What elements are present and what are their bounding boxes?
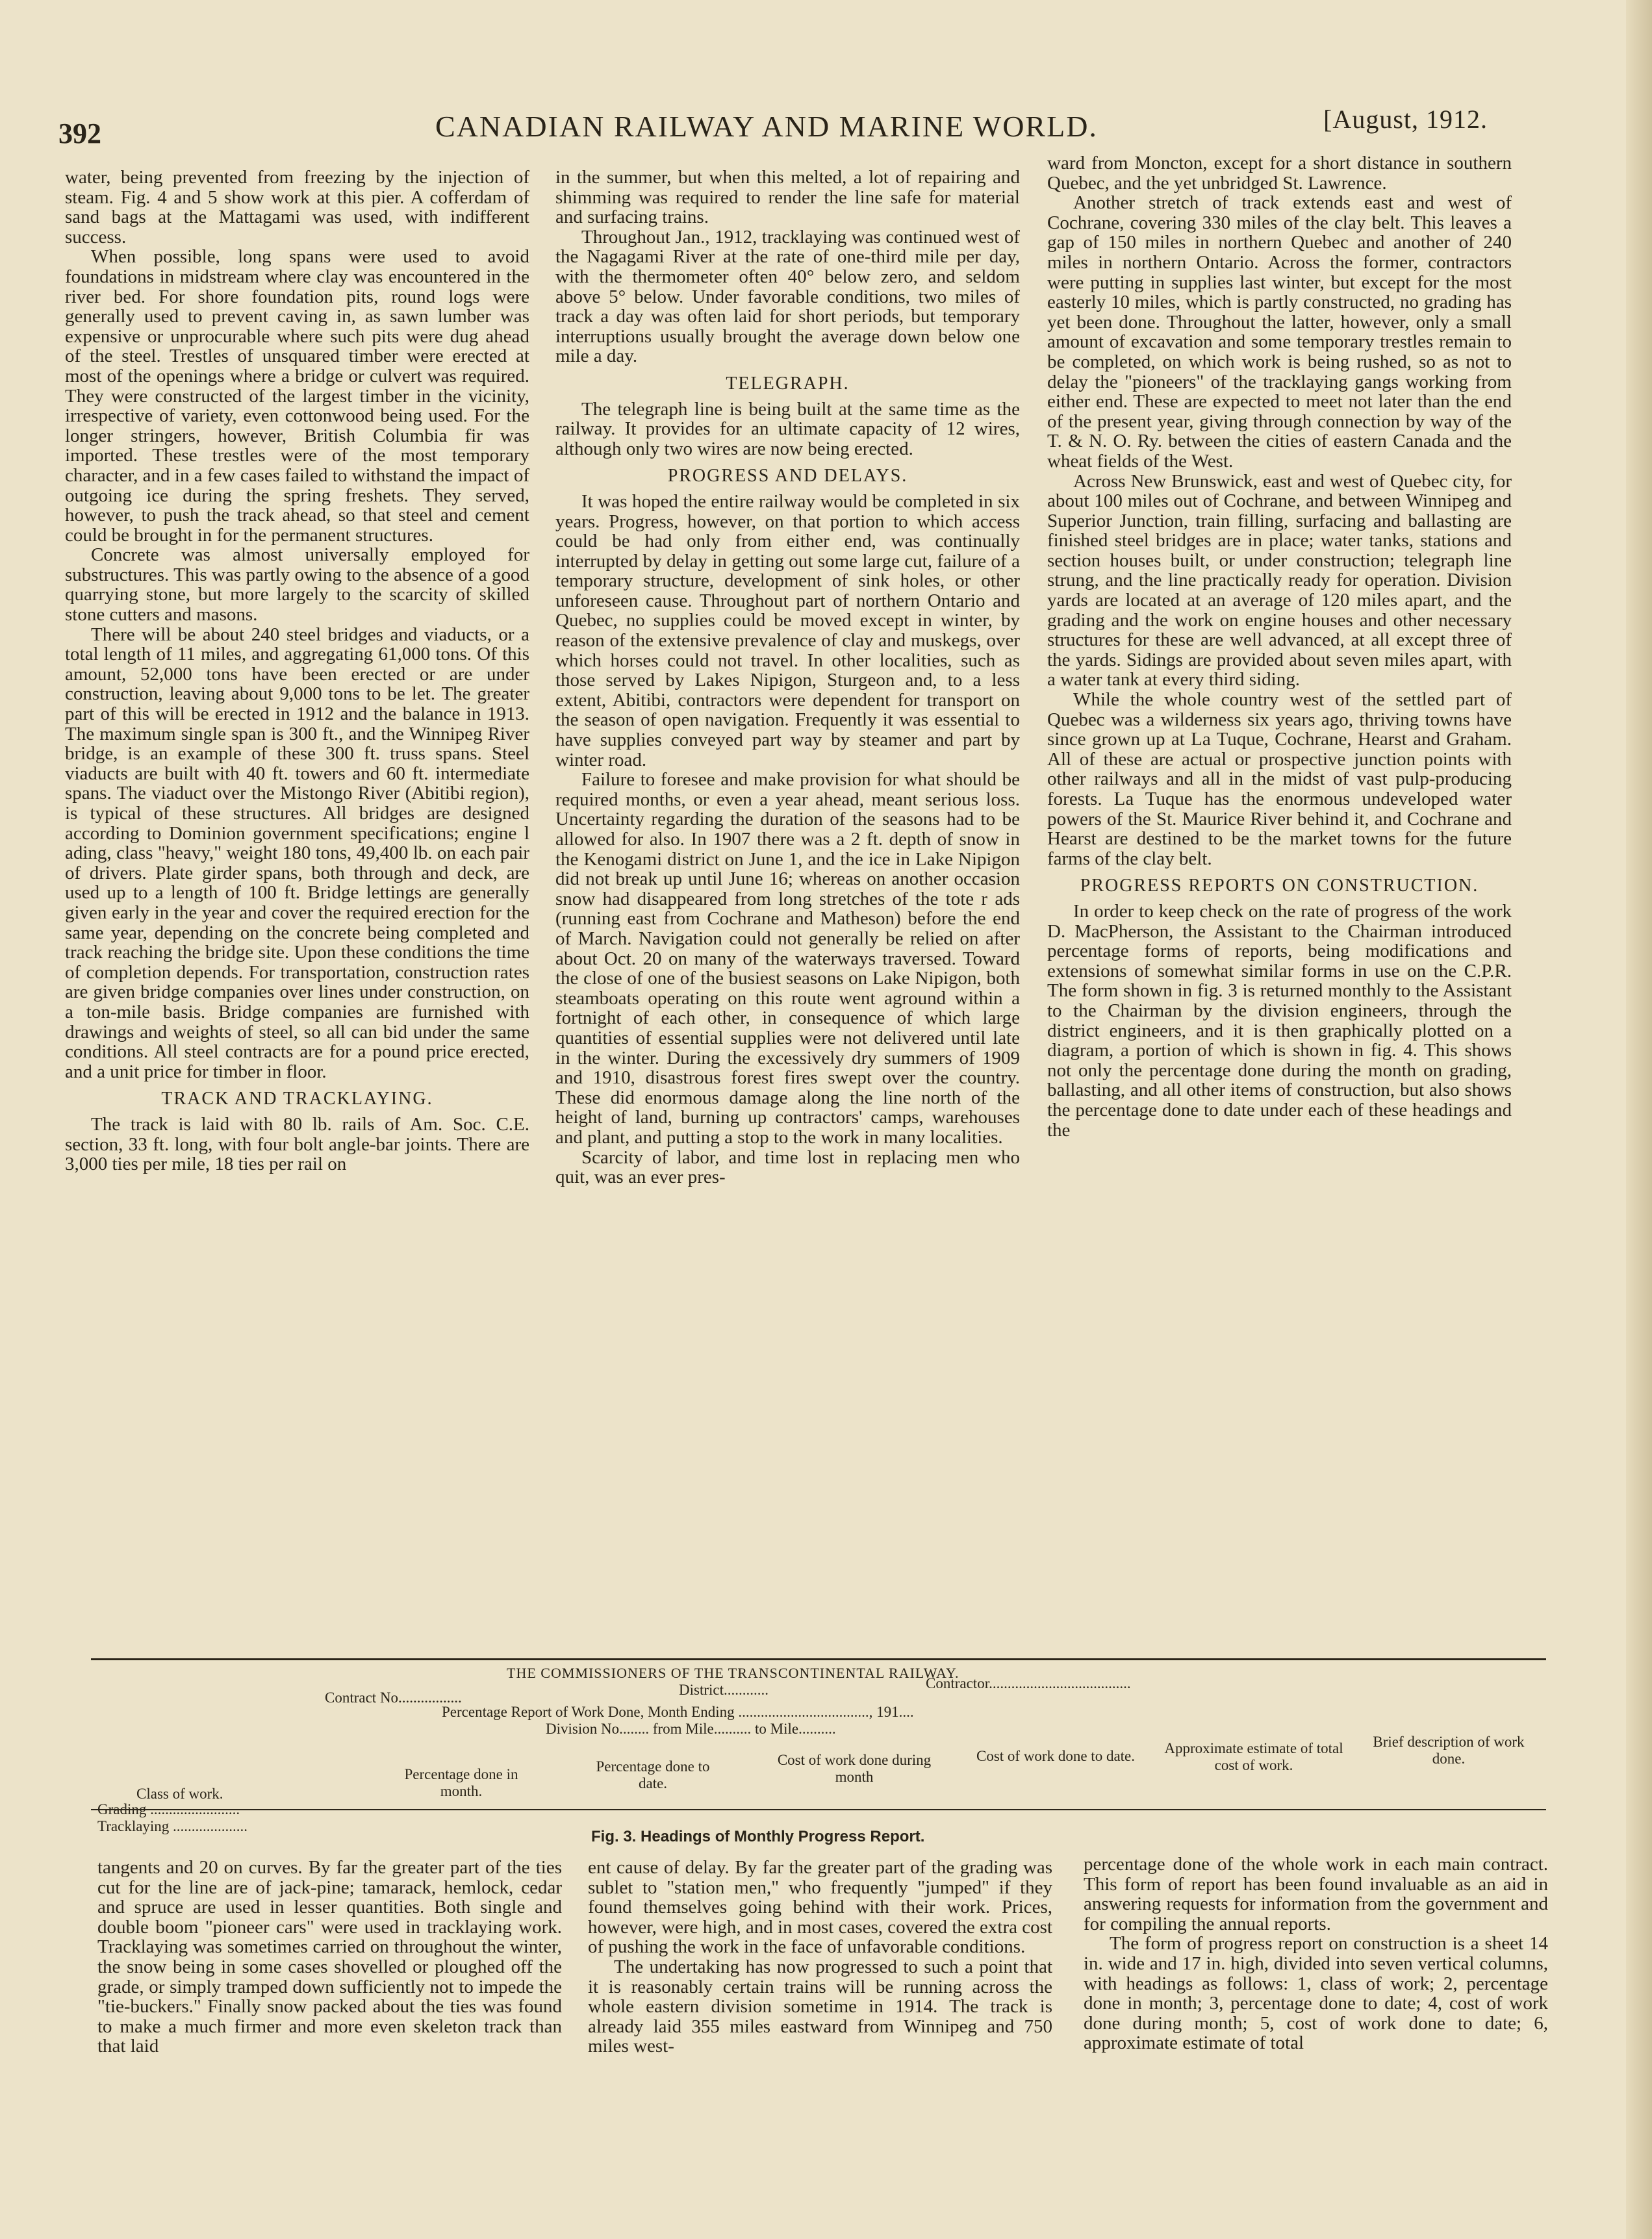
paragraph: There will be about 240 steel bridges and viaducts, or a total length of 11 miles, and aggregating 61,000 tons. Of this amount, 52,000 tons have been erected or are under construction, leaving about 9,000 tons to be let. The greater part of this will be erected in 1912 and the balance in 1913. The maximum single span is 300 ft., and the Winnipeg River bridge, is an example of these 300 ft. truss spans. Steel viaducts are built with 40 ft. towers and 60 ft. intermediate spans. The viaduct over the Mistongo River (Abitibi region), is typical of these structures. All bridges are designed according to Dominion government specifications; engine l ading, class "heavy," weight 180 tons, 49,400 lb. on each pair of drivers. Plate girder spans, both through and deck, are used up to a length of 100 ft. Bridge lettings are generally given early in the year and cover the required erection for the same year, depending on the concrete being completed and track reaching the bridge site. Upon these conditions the time of completion depends. For transportation, construction rates are given bridge companies over lines under construction, on a ton-mile basis. Bridge companies are furnished with drawings and weights of steel, so all can bid under the same conditions. All steel contracts are for a pound price erected, and a unit price for timber in floor. <box>65 624 529 1082</box>
figure-3-progress-report-form <box>91 1658 1546 1853</box>
paragraph: in the summer, but when this melted, a lot of repairing and shimming was required to render the line safe for material and surfacing trains. <box>555 168 1020 228</box>
paragraph: Throughout Jan., 1912, tracklaying was continued west of the Nagagami River at the rate of one-third mile per day, with the thermometer often 40° below zero, and seldom above 5° below. Under favorable conditions, two miles of track a day was often laid for short periods, but temporary interruptions usually brought the average down below one mile a day. <box>555 226 1020 367</box>
paragraph: percentage done of the whole work in each main contract. This form of report has been found invaluable as an aid in answering requests for information from the government and for compiling the annual reports. <box>1084 1854 1548 1934</box>
column-2 <box>555 168 1020 1649</box>
paragraph: Failure to foresee and make provision for what should be required months, or even a year ahead, meant serious loss. Uncertainty regarding the duration of the seasons had to be allowed for also. In 1907 there was a 2 ft. depth of snow in the Kenogami district on June 1, and the ice in Lake Nipigon did not break up until June 16; whereas on another occasion snow had disappeared from long stretches of the tote r ads (running east from Cochrane and Matheson) before the end of March. Navigation could not generally be relied on after about Oct. 20 on many of the waterways traversed. Toward the close of one of the busiest seasons on Lake Nipigon, both steamboats operating on this route went aground within a fortnight of each other, in consequence of which large quantities of essential supplies were not delivered until late in the winter. During the excessively dry summers of 1909 and 1910, disastrous forest fires swept over the country. These did enormous damage along the line north of the height of land, burning up contractors' camps, warehouses and plant, and putting a stop to the work in many localities. <box>555 769 1020 1148</box>
column-5 <box>588 1858 1052 2195</box>
form-heading-percentage-date: Percentage done to date. <box>596 1758 710 1791</box>
journal-title: CANADIAN RAILWAY AND MARINE WORLD. <box>435 110 1098 143</box>
column-3 <box>1047 153 1512 1654</box>
form-heading-class-of-work: Class of work. <box>136 1786 223 1802</box>
form-heading-cost-date: Cost of work done to date. <box>976 1748 1135 1764</box>
paragraph: ward from Moncton, except for a short distance in southern Quebec, and the yet unbridged St. Lawrence. <box>1047 153 1512 194</box>
form-report-line: Percentage Report of Work Done, Month Ending ..................................., 191.... <box>442 1704 914 1720</box>
section-heading: TRACK AND TRACKLAYING. <box>161 1089 433 1109</box>
issue-date: [August, 1912. <box>1323 105 1488 134</box>
page-number: 392 <box>58 118 101 149</box>
form-title: THE COMMISSIONERS OF THE TRANSCONTINENTAL RAILWAY. <box>507 1665 959 1681</box>
form-heading-percentage-month: Percentage done in month. <box>404 1766 518 1799</box>
paragraph: The undertaking has now progressed to such a point that it is reasonably certain trains will be running across the whole eastern division sometime in 1914. The track is already laid 355 miles eastward from Winnipeg and 750 miles west- <box>588 1956 1052 2057</box>
paragraph: water, being prevented from freezing by the injection of steam. Fig. 4 and 5 show work at this pier. A cofferdam of sand bags at the Mattagami was used, with indifferent success. <box>65 168 529 247</box>
section-heading: PROGRESS REPORTS ON CONSTRUCTION. <box>1080 876 1479 896</box>
column-4 <box>97 1858 562 2195</box>
paragraph: The form of progress report on construction is a sheet 14 in. wide and 17 in. high, divided into seven vertical columns, with headings as follows: 1, class of work; 2, percentage done in month; 3, percentage done to date; 4, cost of work done during month; 5, cost of work done to date; 6, approximate estimate of total <box>1084 1933 1548 2054</box>
paragraph: Concrete was almost universally employed for substructures. This was partly owing to the absence of a good quarrying stone, but more largely to the scarcity of skilled stone cutters and masons. <box>65 544 529 626</box>
column-6 <box>1084 1854 1548 2192</box>
form-row-grading: Grading ........................ <box>97 1801 240 1817</box>
paragraph: In order to keep check on the rate of progress of the work D. MacPherson, the Assistant to the Chairman introduced percentage forms of reports, being modifications and extensions of somewhat similar forms in use on the C.P.R. The form shown in fig. 3 is returned monthly to the Assistant to the Chairman by the division engineers, through the district engineers, and it is then graphically plotted on a diagram, a portion of which is shown in fig. 4. This shows not only the percentage done during the month on grading, ballasting, and all other items of construction, but also shows the percentage done to date under each of these headings and the <box>1047 900 1512 1141</box>
paragraph: Across New Brunswick, east and west of Quebec city, for about 100 miles out of Cochrane, and between Winnipeg and Superior Junction, train filling, surfacing and ballasting are finished steel bridges are in place; water tanks, stations and section houses built, or under construction; telegraph line strung, and the line practically ready for operation. Division yards are located at an average of 120 miles apart, and the grading and the work on engine houses and other necessary structures for these are well advanced, at all except three of the yards. Sidings are provided about seven miles apart, with a water tank at every third siding. <box>1047 470 1512 690</box>
figure-caption: Fig. 3. Headings of Monthly Progress Report. <box>591 1828 925 1845</box>
paragraph: When possible, long spans were used to avoid foundations in midstream where clay was encountered in the river bed. For shore foundation pits, round logs were generally used to prevent caving in, as sawn lumber was expensive or unprocurable where such pits were dug ahead of the steel. Trestles of unsquared timber were erected at most of the openings where a bridge or culvert was required. They were constructed of the largest timber in the vicinity, irrespective of variety, even cottonwood being used. For the longer stringers, however, British Columbia fir was imported. These trestles were of the most temporary character, and in a few cases failed to withstand the impact of outgoing ice during the spring freshets. They served, however, to push the track ahead, so that steel and cement could be brought in for the permanent structures. <box>65 246 529 546</box>
paragraph: Another stretch of track extends east and west of Cochrane, covering 330 miles of the clay belt. This leaves a gap of 150 miles in northern Quebec and another of 240 miles in northern Ontario. Across the former, contractors were putting in supplies last winter, but except for the most easterly 10 miles, which is partly constructed, no grading has yet been done. Throughout the latter, however, only a small amount of excavation and some temporary trestles remain to be completed, on which work is being rushed, so as not to delay the "pioneers" of the tracklaying gangs working from either end. These are expected to meet not later than the end of the present year, giving through connection by way of the T. & N. O. Ry. between the cities of eastern Canada and the wheat fields of the West. <box>1047 192 1512 472</box>
form-division-line: Division No........ from Mile.......... to Mile.......... <box>546 1721 836 1737</box>
section-heading: PROGRESS AND DELAYS. <box>667 466 908 487</box>
page-header <box>58 97 1488 149</box>
form-contract-no: Contract No................. <box>325 1689 462 1706</box>
paragraph: tangents and 20 on curves. By far the greater part of the ties cut for the line are of jack-pine; tamarack, hemlock, cedar and spruce are used in lesser quantities. Both single and double boom "pioneer cars" were used in tracklaying work. Tracklaying was sometimes carried on throughout the winter, the snow being in some cases shovelled or ploughed off the grade, or simply tramped down sufficiently not to impede the "tie-buckers." Finally snow packed about the ties was found to make a much firmer and more even skeleton track than that laid <box>97 1858 562 2057</box>
form-district: District............ <box>679 1682 769 1698</box>
paragraph: While the whole country west of the settled part of Quebec was a wilderness six years ago, thriving towns have since grown up at La Tuque, Cochrane, Hearst and Graham. All of these are actual or prospective junction points with other railways and all in the midst of vast pulp-producing forests. La Tuque has the enormous undeveloped water powers of the St. Maurice River behind it, and Cochrane and Hearst are destined to be the market towns for the future farms of the clay belt. <box>1047 689 1512 869</box>
paragraph: It was hoped the entire railway would be completed in six years. Progress, however, on that portion to which access could be had only from either end, was continually interrupted by delay in getting out some large cut, failure of a temporary structure, development of sink holes, or other unforeseen cause. Throughout part of northern Ontario and Quebec, no supplies could be moved except in winter, by reason of the extensive prevalence of clay and muskegs, over which horses could not travel. In other localities, such as those served by Lakes Nipigon, Sturgeon and, to a less extent, Abitibi, contractors were dependent for transport on the season of open navigation. Frequently it was essential to have supplies conveyed part way by steamer and part by winter road. <box>555 490 1020 770</box>
paragraph: Scarcity of labor, and time lost in replacing men who quit, was an ever pres- <box>555 1146 1020 1188</box>
paragraph: The telegraph line is being built at the same time as the railway. It provides for an ultimate capacity of 12 wires, although only two wires are now being erected. <box>555 398 1020 459</box>
paragraph: ent cause of delay. By far the greater part of the grading was sublet to "station men," who frequently "jumped" if they found themselves going behind with their work. Prices, however, were high, and in most cases, covered the extra cost of pushing the work in the face of unfavorable conditions. <box>588 1858 1052 1958</box>
form-heading-approx-estimate: Approximate estimate of total cost of work. <box>1164 1740 1343 1773</box>
form-heading-brief-description: Brief description of work done. <box>1373 1734 1525 1767</box>
page-edge <box>1626 0 1652 2239</box>
figure-divider-rule <box>91 1809 1546 1810</box>
column-1 <box>65 168 529 1546</box>
form-contractor: Contractor...................................... <box>926 1675 1131 1691</box>
figure-top-rule <box>91 1658 1546 1660</box>
form-heading-cost-month: Cost of work done during month <box>777 1752 932 1785</box>
form-row-tracklaying: Tracklaying .................... <box>97 1818 248 1834</box>
section-heading: TELEGRAPH. <box>726 373 850 394</box>
paragraph: The track is laid with 80 lb. rails of Am. Soc. C.E. section, 33 ft. long, with four bolt angle-bar joints. There are 3,000 ties per mile, 18 ties per rail on <box>65 1113 529 1175</box>
